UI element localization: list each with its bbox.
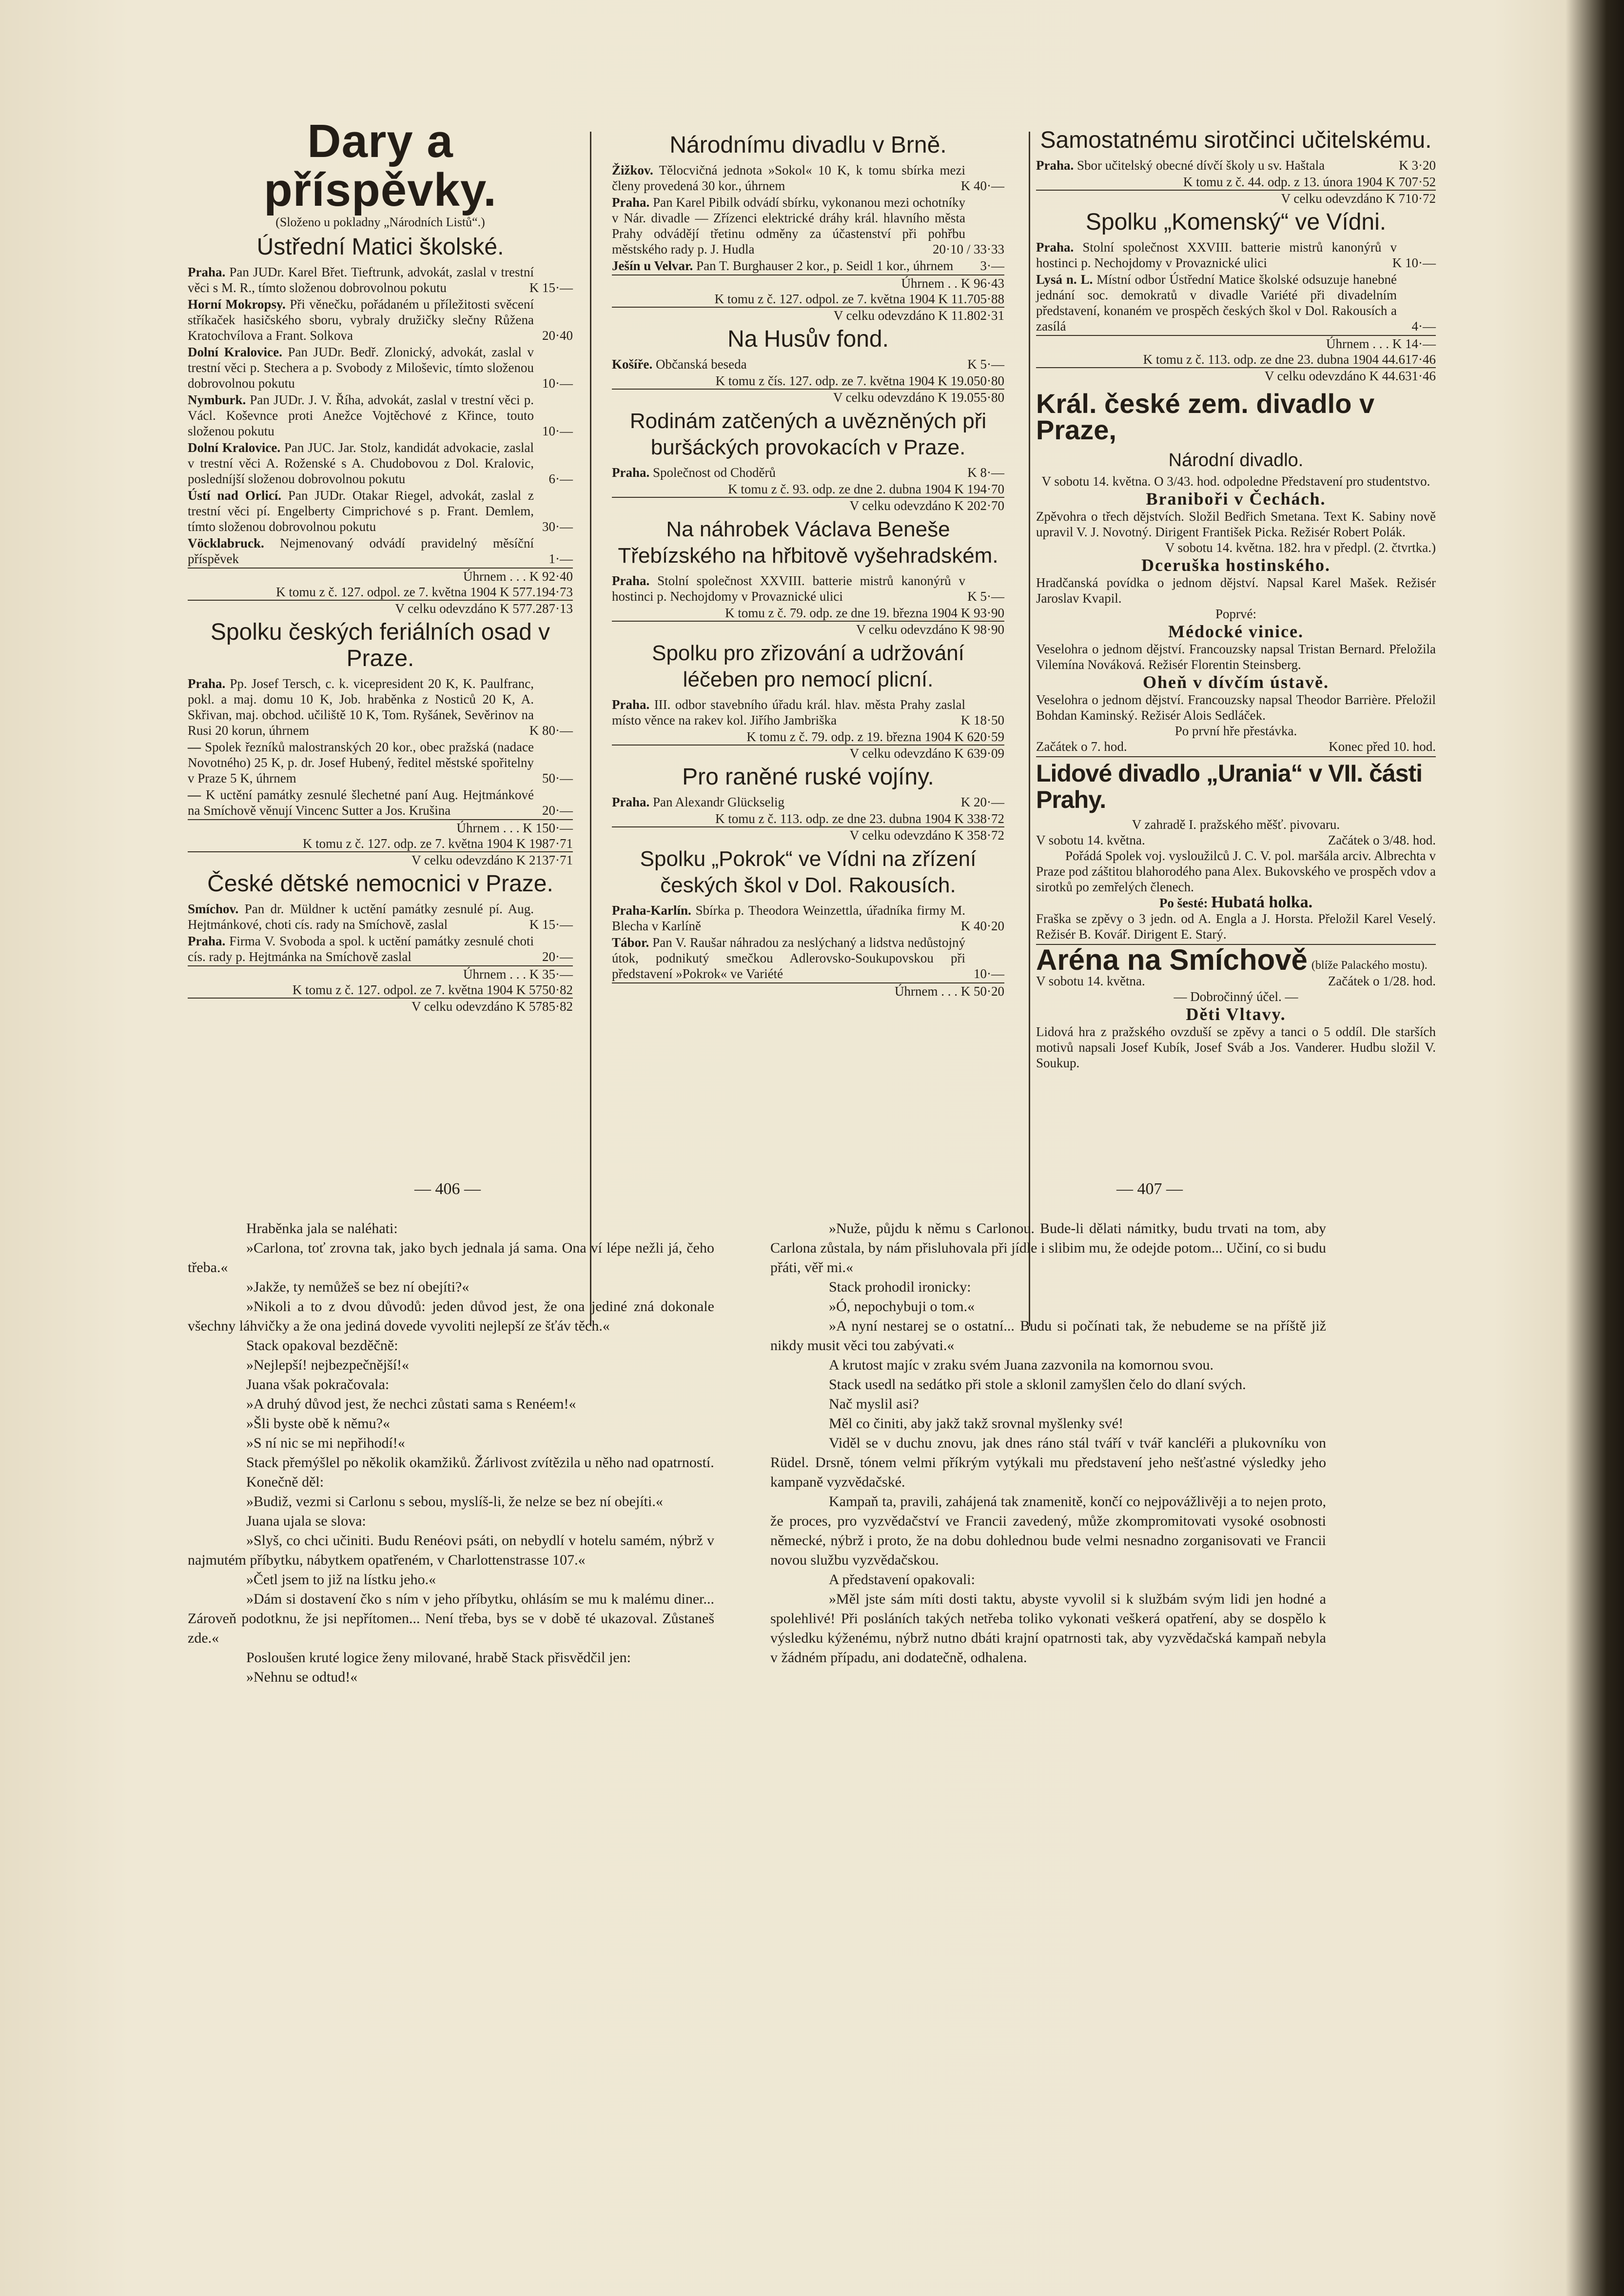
arena-note: (blíže Palackého mostu). — [1311, 959, 1428, 972]
carried-amount: K tomu z č. 127. odpol. ze 7. května 1904 K 577.194·73 — [276, 585, 573, 599]
donation-entry — [612, 697, 1004, 728]
prose-paragraph: Stack opakoval bezděčně: — [246, 1337, 398, 1354]
donor-place: Praha. — [612, 195, 650, 210]
urania-date-line — [1036, 832, 1436, 848]
premiere-label: Poprvé: — [1215, 607, 1256, 621]
prose-paragraph: Viděl se v duchu znovu, jak dnes ráno stál tváří v tvář kancléři a plukovníku von Rüdel. Drsně, tónem velmi příkrým vytýkali mu představení jeho nešťastné výsledky jeho kampaně vyzvědačské. — [770, 1435, 1326, 1490]
carried-amount: K tomu z č. 113. odp. ze dne 23. dubna 1904 K 338·72 — [715, 811, 1004, 826]
section-heading: Spolku českých feriálních osad v Praze. — [210, 619, 550, 671]
column-rule — [590, 132, 591, 1326]
performance-2-info: V sobotu 14. května. 182. hra v předpl. (2. čtvrtka.) — [1165, 540, 1436, 555]
donation-amount: 30·— — [542, 519, 573, 534]
donation-text: Pan Karel Pibilk odvádí sbírku, vykonanou mezi ochotníky v Nár. divadle — Zřízenci elektrické dráhy král. hlavního města Prahy odvádějí třetinu odměny za účastenství při pohřbu městského rady p. J. Hudla — [612, 195, 966, 256]
grand-total: V celku odevzdáno K 639·09 — [612, 745, 1004, 761]
donation-amount: K 18·50 — [960, 713, 1004, 727]
donor-place: Dolní Kralovice. — [188, 345, 282, 359]
donation-amount: K 5·— — [967, 357, 1004, 372]
donor-place: Lysá n. L. — [1036, 272, 1093, 287]
donation-text: Pan dr. Müldner k uctění památky zesnulé pí. Aug. Hejtmánkové, choti cís. rady na Smíchově, zaslal — [188, 902, 534, 932]
play-title-4: Oheň v dívčím ústavě. — [1142, 672, 1329, 692]
donation-amount: 1·— — [548, 551, 573, 566]
donation-entry — [612, 935, 1004, 981]
donation-text: Pan Alexandr Glückselig — [653, 795, 784, 809]
play-details-3: Veselohra o jednom dějství. Francouzsky napsal Tristan Bernard. Přeložila Vilemína Nováková. Režisér Florentin Steinsberg. — [1036, 642, 1436, 672]
carried-amount: K tomu z č. 113. odp. ze dne 23. dubna 1904 44.617·46 — [1143, 352, 1436, 367]
arena-date: V sobotu 14. května. — [1036, 974, 1145, 988]
donation-amount: 6·— — [548, 471, 573, 486]
donation-amount: 20·— — [542, 949, 573, 964]
donation-text: Firma V. Svoboda a spol. k uctění památky zesnulé choti cís. rady p. Hejtmánka na Smíchově zaslal — [188, 934, 534, 964]
donation-entry — [188, 535, 573, 567]
donation-entry — [612, 195, 1004, 257]
carried-amount: K tomu z č. 44. odp. z 13. února 1904 K 707·52 — [1183, 175, 1436, 189]
section-heading: Na náhrobek Václava Beneše Třebízského na hřbitově vyšehradském. — [618, 517, 998, 568]
prose-paragraph: Hraběnka jala se naléhati: — [246, 1220, 398, 1236]
arena-benefit: — Dobročinný účel. — — [1174, 989, 1298, 1004]
donation-text: Občanská beseda — [655, 357, 747, 372]
carried-amount: K tomu z č. 79. odp. ze dne 19. března 1904 K 93·90 — [725, 606, 1004, 620]
section-total: Úhrnem . . . K 92·40 — [188, 568, 573, 584]
donation-entry — [188, 739, 573, 786]
prose-paragraph: »Dám si dostavení čko s ním v jeho příbytku, ohlásím se mu k malému diner... Zároveň podotknu, že jsi nepřítomen... Není třeba, bys se v době té ukazoval. Zůstaneš zde.« — [188, 1591, 714, 1646]
donation-text: Pan V. Raušar náhradou za neslýchaný a lidstva nedůstojný útok, podnikutý smečkou Adlerovsko-Soukupovskou při představení »Pokrok« ve Variété — [612, 935, 966, 981]
arena-heading: Aréna na Smíchově — [1036, 943, 1308, 976]
prose-paragraph: »Nejlepší! nejbezpečnější!« — [246, 1357, 410, 1373]
section-heading: Rodinám zatčených a uvězněných při buršáckých provokacích v Praze. — [629, 409, 987, 459]
prose-paragraph: Měl co činiti, aby jakž takž srovnal myšlenky své! — [829, 1415, 1123, 1432]
grand-total: V celku odevzdáno K 11.802·31 — [612, 307, 1004, 323]
prose-paragraph: »Šli byste obě k němu?« — [246, 1415, 390, 1432]
donation-amount: 10·— — [974, 966, 1004, 981]
section-heading: Spolku „Pokrok“ ve Vídni na zřízení českých škol v Dol. Rakousích. — [640, 847, 977, 897]
prose-paragraph: »Četl jsem to již na lístku jeho.« — [246, 1571, 436, 1588]
prose-paragraph: »Slyš, co chci učiniti. Budu Renéovi psáti, on nebydlí v hotelu samém, nýbrž v najmutém příbytku, nábytkem opatřeném, v Charlottenstrasse 107.« — [188, 1532, 714, 1568]
donor-place: Praha-Karlín. — [612, 903, 691, 918]
donor-place: Praha. — [1036, 158, 1074, 173]
urania-play-details: Fraška se zpěvy o 3 jedn. od A. Engla a J. Horsta. Přeložil Karel Veselý. Režisér B. Kovář. Dirigent E. Starý. — [1036, 911, 1436, 942]
play-details-1: Zpěvohra o třech dějstvích. Složil Bedřich Smetana. Text K. Sabiny nově upravil V. J. Novotný. Dirigent František Picka. Režisér Robert Polák. — [1036, 509, 1436, 539]
grand-total: V celku odevzdáno K 710·72 — [1036, 190, 1436, 206]
donation-text: K uctění památky zesnulé šlechetné paní Aug. Hejtmánkové na Smíchově věnují Vincenc Sutter a Jos. Krušina — [188, 787, 534, 818]
urania-start: Začátek o 3/48. hod. — [1328, 833, 1436, 847]
donor-place: Praha. — [612, 465, 650, 480]
donation-entry — [188, 392, 573, 439]
prose-paragraph: A představení opakovali: — [829, 1571, 975, 1588]
section-total: Úhrnem . . . K 50·20 — [612, 982, 1004, 999]
donation-entry — [612, 356, 1004, 372]
start-end-times — [1036, 739, 1436, 754]
donation-amount: K 3·20 — [1399, 158, 1436, 173]
donation-amount: K 10·— — [1392, 255, 1436, 270]
prose-paragraph: »Budiž, vezmi si Carlonu s sebou, myslíš-li, že nelze se bez ní obejíti.« — [246, 1493, 663, 1510]
donor-place: Dolní Kralovice. — [188, 440, 281, 455]
prose-right — [770, 1219, 1326, 1668]
urania-details: Pořádá Spolek voj. vysloužilců J. C. V. pol. maršála arciv. Albrechta v Praze pod záštitou blahorodého pana Alex. Bukovského ve prospěch vdov a sirotků po zemřelých členech. — [1036, 848, 1436, 894]
donation-amount: 20·10 / 33·33 — [933, 242, 1004, 256]
carried-amount: K tomu z č. 127. odpol. ze 7. května 1904 K 11.705·88 — [714, 292, 1004, 306]
donation-entry — [612, 465, 1004, 480]
donor-place: Praha. — [612, 697, 650, 712]
donation-amount: K 15·— — [529, 917, 573, 932]
carried-amount: K tomu z č. 79. odp. z 19. března 1904 K 620·59 — [746, 729, 1004, 744]
grand-total: V celku odevzdáno K 5785·82 — [188, 998, 573, 1014]
book-edge-shadow — [1565, 0, 1624, 2296]
grand-total: V celku odevzdáno K 44.631·46 — [1036, 367, 1436, 384]
section-heading: České dětské nemocnici v Praze. — [207, 871, 553, 897]
donor-place: Praha. — [612, 573, 650, 588]
donation-amount: 10·— — [542, 376, 573, 391]
prose-paragraph: »Nehnu se odtud!« — [246, 1669, 358, 1685]
section-heading: Spolku „Komenský“ ve Vídni. — [1085, 209, 1387, 235]
theatre-heading: Král. české zem. divadlo v Praze, — [1036, 388, 1375, 445]
column-rule — [1029, 132, 1030, 1326]
donation-text: Nejmenovaný odvádí pravidelný měsíční příspěvek — [188, 536, 534, 566]
donation-entry — [612, 258, 1004, 274]
prose-paragraph: A krutost majíc v zraku svém Juana zazvonila na komornou svou. — [829, 1357, 1213, 1373]
prose-paragraph: Juana však pokračovala: — [246, 1376, 390, 1393]
donor-place: Žižkov. — [612, 163, 653, 177]
donation-amount: 50·— — [542, 771, 573, 785]
donation-amount: K 40·— — [960, 178, 1004, 193]
intermission-note: Po první hře přestávka. — [1174, 724, 1297, 738]
play-details-4: Veselohra o jednom dějství. Francouzsky napsal Theodor Barrière. Přeložil Bohdan Kaminský. Režisér Alois Sedláček. — [1036, 692, 1436, 723]
donation-entry — [612, 903, 1004, 934]
donation-entry — [188, 901, 573, 932]
column-donations-1 — [188, 117, 573, 1014]
prose-paragraph: »Měl jste sám míti dosti taktu, abyste vyvolil si k službám svým lidi jen hodné a spolehlivé! Při posláních takých netřeba toliko vykonati veškerá opatření, aby se dospělo k výsledku kýženému, nýbrž nutno dbáti krajní opatrnosti tak, aby vyzvědačská kampaň nebyla v žádném případu, ani dodatečně, odhalena. — [770, 1591, 1326, 1666]
carried-amount: K tomu z č. 127. odp. ze 7. května 1904 K 1987·71 — [302, 836, 573, 851]
donation-entry — [1036, 157, 1436, 173]
donation-text: Stolní společnost XXVIII. batterie mistrů kanonýrů v hostinci p. Nechojdomy v Provaznické ulici — [612, 573, 966, 604]
carried-amount: K tomu z č. 127. odpol. ze 7. května 1904 K 5750·82 — [292, 982, 573, 997]
donation-entry — [1036, 239, 1436, 271]
grand-total: V celku odevzdáno K 19.055·80 — [612, 389, 1004, 405]
prose-paragraph: Konečně děl: — [246, 1474, 324, 1490]
donation-amount: 4·— — [1411, 319, 1436, 334]
donation-entry — [188, 296, 573, 343]
arena-play-title: Děti Vltavy. — [1186, 1004, 1286, 1024]
prose-paragraph: Nač myslil asi? — [829, 1396, 919, 1412]
prose-paragraph: »A druhý důvod jest, že nechci zůstati sama s Renéem!« — [246, 1396, 576, 1412]
start-time: Začátek o 7. hod. — [1036, 739, 1127, 754]
main-subtitle: (Složeno u pokladny „Národních Listů“.) — [275, 215, 485, 229]
page-number-left: — 406 — — [414, 1180, 481, 1198]
play-details-2: Hradčanská povídka o jednom dějství. Napsal Karel Mašek. Režisér Jaroslav Kvapil. — [1036, 575, 1436, 606]
column-donations-2 — [612, 129, 1004, 999]
donation-entry — [1036, 272, 1436, 334]
donation-amount: K 20·— — [960, 795, 1004, 809]
prose-left — [188, 1219, 714, 1687]
donor-place: Horní Mokropsy. — [188, 297, 286, 312]
donor-place: Praha. — [1036, 240, 1074, 255]
donor-place: Vöcklabruck. — [188, 536, 264, 550]
donor-place: Praha. — [188, 676, 226, 691]
donation-entry — [188, 440, 573, 487]
donor-place: Smíchov. — [188, 902, 239, 916]
donation-text: Pan JUDr. Bedř. Zlonický, advokát, zaslal v trestní věci p. Stechera a p. Svobody z Miloševic, tímto složenou dobrovolnou pokutu — [188, 345, 534, 391]
arena-heading-line — [1036, 943, 1436, 976]
donor-place: Tábor. — [612, 935, 649, 950]
donation-entry — [612, 573, 1004, 604]
donation-text: Pp. Josef Tersch, c. k. vicepresident 20 K, K. Paulfranc, pokl. a maj. domu 10 K, Job. hraběnka z Nosticů 20 K, A. Skřivan, maj. obchod. učiliště 10 K, Tom. Ryšánek, Sevěrinov na Rusi 20 korun, úhrnem — [188, 676, 534, 738]
section-total: Úhrnem . . . K 35·— — [188, 965, 573, 982]
section-heading: Národnímu divadlu v Brně. — [669, 132, 947, 158]
grand-total: V celku odevzdáno K 202·70 — [612, 497, 1004, 513]
grand-total: V celku odevzdáno K 2137·71 — [188, 851, 573, 868]
end-time: Konec před 10. hod. — [1329, 739, 1436, 754]
arena-start: Začátek o 1/28. hod. — [1328, 974, 1436, 988]
play-title-3: Médocké vinice. — [1168, 622, 1304, 641]
donation-entry — [612, 794, 1004, 810]
prose-paragraph: Juana ujala se slova: — [246, 1513, 366, 1529]
prose-paragraph: Stack usedl na sedátko při stole a sklonil zamyšlen čelo do dlaní svých. — [829, 1376, 1246, 1393]
section-heading: Samostatnému sirotčinci učitelskému. — [1040, 127, 1432, 153]
prose-paragraph: »Nikoli a to z dvou důvodů: jeden důvod jest, že ona jediné zná dokonale všechny láhvičky a že ona jediná dovede vyvoliti nejlepší ze šťáv těch.« — [188, 1298, 714, 1334]
prose-paragraph: »Carlona, toť zrovna tak, jako bych jednala já sama. Ona ví lépe nežli já, čeho třeba.« — [188, 1240, 714, 1276]
main-title: Dary a příspěvky. — [264, 115, 497, 216]
donation-entry — [188, 933, 573, 964]
play-title-1: Braniboři v Čechách. — [1146, 489, 1326, 509]
play-title-2: Dceruška hostinského. — [1141, 555, 1331, 575]
donor-place: Praha. — [612, 795, 650, 809]
section-heading: Ústřední Matici školské. — [256, 234, 504, 260]
donation-amount: 20·— — [542, 803, 573, 818]
donation-text: Pan JUC. Jar. Stolz, kandidát advokacie, zaslal v trestní věci A. Roženské s A. Chudobovou z Dol. Kralovic, posledníjší složenou dobrovolnou pokutu — [188, 440, 534, 486]
donation-text: Při věnečku, pořádaném u příležitosti svěcení stříkaček hasičského sboru, vybraly družičky slečny Růžena Kratochvílova a Frant. Solkova — [188, 297, 534, 343]
donation-text: Pan T. Burghauser 2 kor., p. Seidl 1 kor., úhrnem — [696, 258, 954, 273]
donor-place: Ješín u Velvar. — [612, 258, 693, 273]
prose-paragraph: Stack přemýšlel po několik okamžiků. Žárlivost zvítězila u něho nad opatrností. — [246, 1454, 714, 1471]
prose-paragraph: »Ó, nepochybuji o tom.« — [829, 1298, 975, 1315]
prose-paragraph: »Nuže, půjdu k němu s Carlonou. Bude-li dělati námitky, budu trvati na tom, aby Carlona zůstala, by nám přisluhovala při jídle i slibim mu, že odejde potom... Učiní, co si budu přáti, věř mi.« — [770, 1220, 1326, 1276]
donor-place: — — [188, 740, 201, 754]
donation-text: Tělocvičná jednota »Sokol« 10 K, k tomu sbírka mezi členy provedená 30 kor., úhrnem — [612, 163, 965, 193]
donation-amount: 20·40 — [542, 328, 573, 343]
urania-play-line — [1036, 895, 1436, 911]
donor-place: Praha. — [188, 265, 226, 279]
arena-details: Lidová hra z pražského ovzduší se zpěvy a tanci o 5 oddíl. Dle starších motivů napsali Josef Kubík, Josef Sváb a Jos. Vanderer. Hudbu složil V. Soukup. — [1036, 1024, 1436, 1070]
donation-entry — [188, 264, 573, 295]
donation-amount: K 5·— — [967, 589, 1004, 604]
donation-entry — [188, 676, 573, 738]
urania-subheading: V zahradě I. pražského měšť. pivovaru. — [1132, 817, 1340, 832]
prose-paragraph: Posloušen kruté logice ženy milované, hrabě Stack přisvědčil jen: — [246, 1649, 631, 1666]
urania-play-title: Hubatá holka. — [1211, 893, 1313, 911]
donation-entry — [612, 162, 1004, 194]
donation-text: Společnost od Choděrů — [653, 465, 776, 480]
donation-amount: 3·— — [980, 258, 1004, 273]
carried-amount: K tomu z č. 93. odp. ze dne 2. dubna 1904 K 194·70 — [728, 482, 1004, 496]
donor-place: Praha. — [188, 934, 226, 948]
section-total: Úhrnem . . . K 14·— — [1036, 335, 1436, 352]
grand-total: V celku odevzdáno K 98·90 — [612, 621, 1004, 637]
donation-amount: 10·— — [542, 424, 573, 438]
donation-amount: K 15·— — [529, 280, 573, 295]
donation-text: Pan JUDr. Otakar Riegel, advokát, zaslal z trestní věci pí. Engelberty Cimprichové s p. Frant. Demlem, tímto složenou dobrovolnou pokutu — [188, 488, 534, 534]
prose-paragraph: Kampaň ta, pravili, zahájená tak znamenitě, končí co nejpovážlivěji a to nejen proto, že proces, pro vyzvědačství ve Francii zavedený, může zkompromitovati vysoké osobnosti německé, nýbrž i proto, že na dobu dohlednou bude velmi nesnadno zorganisovati ve Francii novou službu vyzvědačskou. — [770, 1493, 1326, 1568]
urania-heading: Lidové divadlo „Urania“ v VII. části Prahy. — [1036, 760, 1423, 813]
donation-text: Spolek řezníků malostranských 20 kor., obec pražská (nadace Novotného) 25 K, p. dr. Josef Hubený, ředitel městské spořitelny v Praze 5 K, úhrnem — [188, 740, 534, 785]
prose-paragraph: »A nyní nestarej se o ostatní... Budu si počínati tak, že nebudeme se na příště již nikdy musit věci tou zabývati.« — [770, 1318, 1326, 1354]
section-heading: Pro raněné ruské vojíny. — [682, 764, 934, 790]
donor-place: — — [188, 787, 201, 802]
donation-text: Pan JUDr. Karel Břet. Tieftrunk, advokát, zaslal v trestní věci s M. R., tímto složenou dobrovolnou pokutu — [188, 265, 534, 295]
urania-date: V sobotu 14. května. — [1036, 833, 1145, 847]
section-heading: Na Husův fond. — [727, 326, 889, 352]
donor-place: Košíře. — [612, 357, 653, 372]
donation-entry — [188, 344, 573, 391]
donation-amount: K 8·— — [967, 465, 1004, 480]
section-heading: Spolku pro zřizování a udržování léčeben pro nemocí plicní. — [652, 641, 964, 691]
donation-text: Stolní společnost XXVIII. batterie mistrů kanonýrů v hostinci p. Nechojdomy v Provaznické ulici — [1036, 240, 1397, 270]
urania-sixth: Po šesté: — [1159, 896, 1208, 910]
page-number-right: — 407 — — [1116, 1180, 1183, 1198]
prose-paragraph: »S ní nic se mi nepřihodí!« — [246, 1435, 405, 1451]
grand-total: V celku odevzdáno K 577.287·13 — [188, 600, 573, 616]
donation-amount: K 40·20 — [960, 919, 1004, 933]
grand-total: V celku odevzdáno K 358·72 — [612, 826, 1004, 843]
section-total: Úhrnem . . K 96·43 — [612, 275, 1004, 291]
donation-text: Sbírka p. Theodora Weinzettla, úřadníka firmy M. Blecha v Karlíně — [612, 903, 966, 933]
donation-text: Sbor učitelský obecné dívčí školy u sv. Haštala — [1077, 158, 1325, 173]
donation-amount: K 80·— — [529, 723, 573, 738]
donation-text: Místní odbor Ústřední Matice školské odsuzuje hanebné jednání soc. demokratů v divadle Variété při divadelním představení, konaném ve prospěch českých škol v Dol. Rakousích a zasílá — [1036, 272, 1397, 334]
prose-paragraph: Stack prohodil ironicky: — [829, 1279, 971, 1295]
donation-entry — [188, 787, 573, 818]
prose-paragraph: »Jakže, ty nemůžeš se bez ní obejíti?« — [246, 1279, 470, 1295]
carried-amount: K tomu z čís. 127. odp. ze 7. května 1904 K 19.050·80 — [715, 373, 1004, 388]
donation-text: Pan JUDr. J. V. Říha, advokát, zaslal v trestní věci p. Václ. Koševnce proti Anežce Vojtěchové z Křince, touto složenou pokutu — [188, 392, 534, 438]
column-donations-3 — [1036, 124, 1436, 1071]
donation-text: III. odbor stavebního úřadu král. hlav. města Prahy zaslal místo věnce na rakev kol. Jiřího Jambriška — [612, 697, 965, 727]
performance-1-info: V sobotu 14. května. O 3/43. hod. odpoledne Představení pro studentstvo. — [1041, 474, 1430, 489]
theatre-subheading: Národní divadlo. — [1168, 450, 1304, 471]
donor-place: Nymburk. — [188, 392, 246, 407]
donor-place: Ústí nad Orlicí. — [188, 488, 282, 503]
donation-entry — [188, 488, 573, 534]
section-total: Úhrnem . . . K 150·— — [188, 819, 573, 836]
